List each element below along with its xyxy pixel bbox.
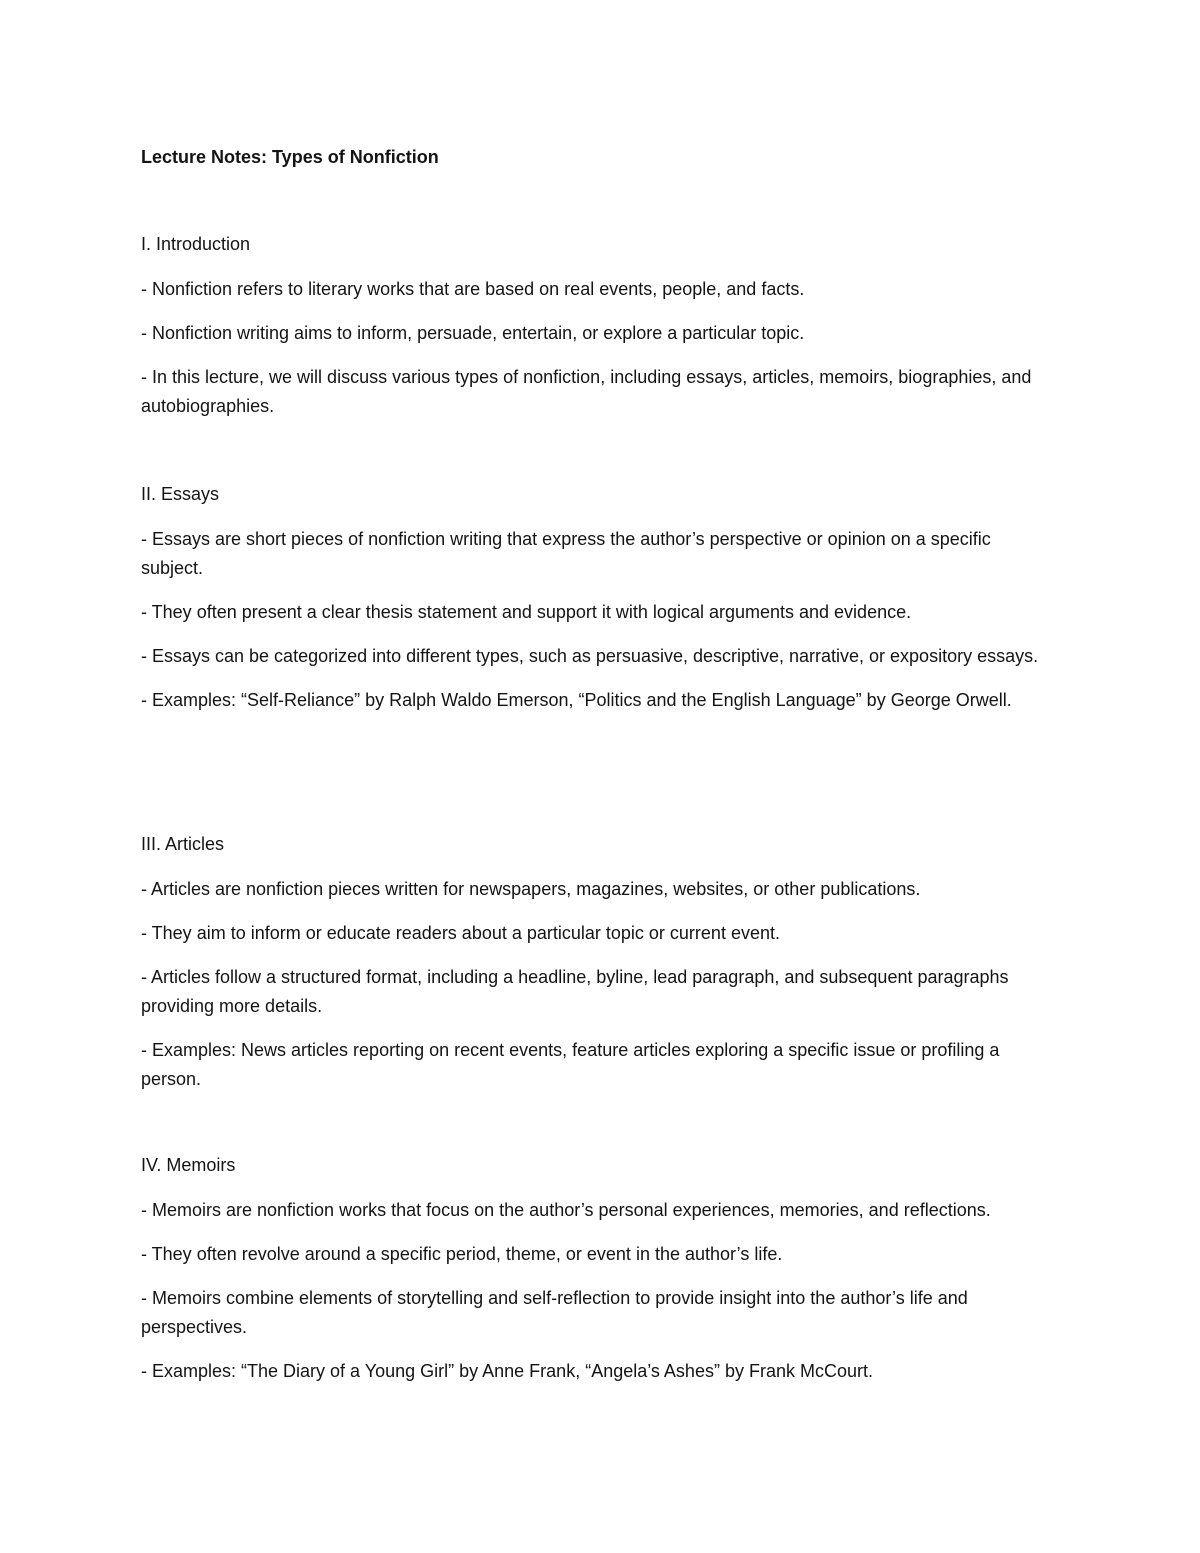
bullet-point: - Examples: News articles reporting on recent events, feature articles exploring a specific issue or profiling a person. <box>141 1040 1000 1089</box>
bullet-point: - Nonfiction writing aims to inform, persuade, entertain, or explore a particular topic. <box>141 323 805 343</box>
bullet-point: - Nonfiction refers to literary works that are based on real events, people, and facts. <box>141 279 805 299</box>
bullet-point: - Memoirs are nonfiction works that focus on the author’s personal experiences, memories, and reflections. <box>141 1200 991 1220</box>
bullet-point: - Essays are short pieces of nonfiction writing that express the author’s perspective or opinion on a specific subject. <box>141 529 991 578</box>
bullet-point: - They often revolve around a specific period, theme, or event in the author’s life. <box>141 1244 783 1264</box>
bullet-point: - Memoirs combine elements of storytelling and self-reflection to provide insight into the author’s life and perspectives. <box>141 1288 968 1337</box>
bullet-point: - Essays can be categorized into different types, such as persuasive, descriptive, narrative, or expository essays. <box>141 646 1039 666</box>
bullet-point: - Examples: “The Diary of a Young Girl” by Anne Frank, “Angela’s Ashes” by Frank McCourt. <box>141 1361 873 1381</box>
document-title: Lecture Notes: Types of Nonfiction <box>141 147 439 167</box>
section-heading: I. Introduction <box>141 234 251 254</box>
section-heading: II. Essays <box>141 484 220 504</box>
bullet-point: - Articles are nonfiction pieces written for newspapers, magazines, websites, or other publications. <box>141 879 921 899</box>
section-heading: IV. Memoirs <box>141 1155 236 1175</box>
section-memoirs <box>141 1151 1051 1386</box>
section-introduction <box>141 230 1051 421</box>
section-heading: III. Articles <box>141 834 225 854</box>
bullet-point: - Examples: “Self-Reliance” by Ralph Waldo Emerson, “Politics and the English Language” by George Orwell. <box>141 690 1012 710</box>
bullet-point: - In this lecture, we will discuss various types of nonfiction, including essays, articles, memoirs, biographies, and autobiographies. <box>141 367 1032 416</box>
bullet-point: - They often present a clear thesis statement and support it with logical arguments and evidence. <box>141 602 912 622</box>
section-essays <box>141 480 1051 715</box>
bullet-point: - Articles follow a structured format, including a headline, byline, lead paragraph, and subsequent paragraphs providing more details. <box>141 967 1009 1016</box>
section-articles <box>141 830 1051 1094</box>
bullet-point: - They aim to inform or educate readers about a particular topic or current event. <box>141 923 780 943</box>
